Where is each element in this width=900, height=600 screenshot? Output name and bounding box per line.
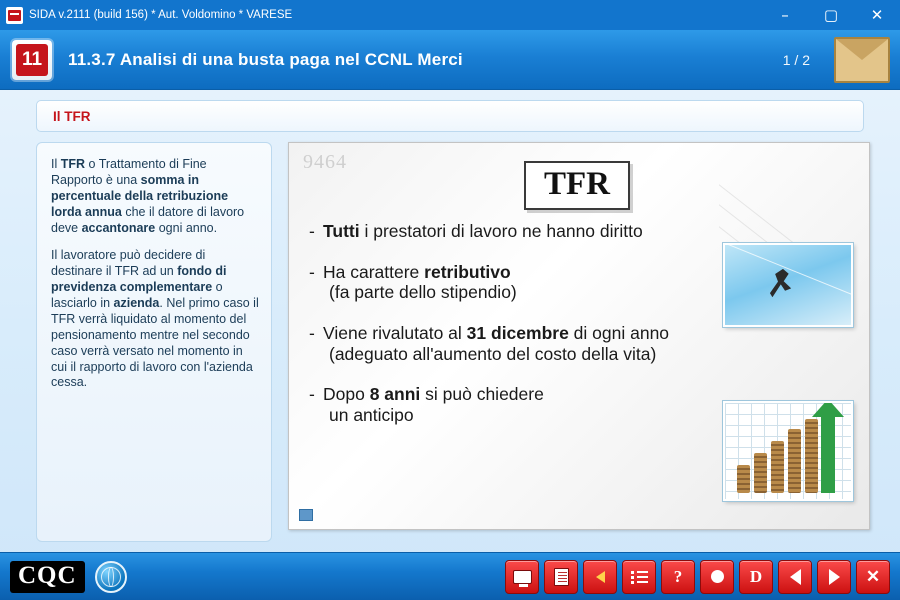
bullet-text xyxy=(323,221,839,242)
bottom-toolbar xyxy=(0,552,900,600)
envelope-icon[interactable] xyxy=(834,37,890,83)
paragraph-1-seg-5: accantonare xyxy=(81,220,156,235)
coins-growth-chart-photo xyxy=(723,401,853,501)
document-icon xyxy=(554,568,569,586)
page-title: 11.3.7 Analisi di una busta paga nel CCNL Merci xyxy=(68,49,463,69)
chapter-number: 11 xyxy=(16,44,48,76)
skier-photo xyxy=(723,243,853,327)
lesson-header xyxy=(0,30,900,90)
window-title: SIDA v.2111 (build 156) * Aut. Voldomino * VARESE xyxy=(29,9,293,21)
title-bar xyxy=(0,0,900,30)
paragraph-1-seg-3: somma in percentuale della retribuzione lorda annua xyxy=(51,172,229,219)
bullet-text xyxy=(323,323,839,364)
paragraph-2-seg-2: o lasciarlo in xyxy=(51,280,223,310)
cqc-brand-logo: CQC xyxy=(10,561,85,593)
bullet-2-seg-0: Viene rivalutato al xyxy=(323,322,467,343)
index-button[interactable] xyxy=(622,560,656,594)
panes xyxy=(22,142,878,542)
previous-button[interactable] xyxy=(778,560,812,594)
content-area xyxy=(0,90,900,552)
toolbar-buttons xyxy=(505,560,890,594)
bullet-dash: - xyxy=(309,261,315,282)
page-indicator: 1 / 2 xyxy=(782,51,810,68)
next-button[interactable] xyxy=(817,560,851,594)
paragraph-2-seg-3: azienda xyxy=(113,296,160,310)
globe-icon[interactable] xyxy=(95,561,127,593)
bullet-2-seg-2: di ogni anno xyxy=(568,322,670,343)
slide-title-box: TFR xyxy=(524,161,630,210)
bullet-subtext: (fa parte dello stipendio) xyxy=(329,282,517,303)
triangle-right-icon xyxy=(829,569,840,585)
slide-bullet xyxy=(309,221,839,242)
chapter-number-badge xyxy=(12,40,52,80)
list-icon xyxy=(631,570,648,584)
bullet-2-seg-1: 31 dicembre xyxy=(466,322,569,343)
bullet-dash: - xyxy=(309,221,315,241)
bullet-subtext: (adeguato all'aumento del costo della vita) xyxy=(329,343,657,364)
paragraph-1-seg-6: ogni anno. xyxy=(155,220,218,235)
slide-image[interactable] xyxy=(288,142,870,530)
dictionary-button[interactable] xyxy=(739,560,773,594)
sida-logo-icon xyxy=(6,7,23,24)
letter-d-icon: D xyxy=(749,566,763,586)
minimize-button[interactable]: – xyxy=(781,6,789,24)
bullet-dash: - xyxy=(309,384,315,405)
bullet-1-seg-0: Ha carattere xyxy=(323,261,425,282)
bullet-3-seg-1: 8 anni xyxy=(369,384,421,405)
close-x-icon: ✕ xyxy=(865,566,881,586)
slide-bullet xyxy=(309,323,839,364)
paragraph-1-seg-2: o Trattamento di Fine Rapporto è una xyxy=(51,157,207,187)
bullet-dash: - xyxy=(309,322,315,343)
bullet-subtext: un anticipo xyxy=(329,404,414,425)
paragraph-1-seg-1: TFR xyxy=(60,157,86,171)
question-mark-icon: ? xyxy=(673,566,683,586)
slide-watermark: 9464 xyxy=(303,151,347,173)
paragraph-1-seg-0: Il xyxy=(51,157,61,171)
triangle-left-icon xyxy=(790,569,801,585)
section-title-bar xyxy=(36,100,864,132)
record-dot-icon xyxy=(711,570,724,583)
help-button[interactable] xyxy=(661,560,695,594)
audio-button[interactable] xyxy=(583,560,617,594)
close-button[interactable] xyxy=(856,560,890,594)
document-button[interactable] xyxy=(544,560,578,594)
record-button[interactable] xyxy=(700,560,734,594)
explanation-panel xyxy=(36,142,272,542)
bullet-3-seg-0: Dopo xyxy=(323,384,370,405)
close-window-button[interactable]: ✕ xyxy=(870,6,884,24)
paragraph-2-seg-4: . Nel primo caso il TFR verrà liquidato al momento del pensionamento mentre nel secondo caso verrà versato nel momento in cui il rapporto di lavoro con l'azienda cessa. xyxy=(51,296,259,390)
explanation-paragraph-2 xyxy=(51,248,259,391)
explanation-paragraph-1 xyxy=(51,157,259,236)
bullet-0-seg-0: Tutti xyxy=(323,221,360,241)
presentation-button[interactable] xyxy=(505,560,539,594)
window-controls xyxy=(762,0,900,30)
monitor-icon xyxy=(513,570,532,584)
maximize-button[interactable]: ▢ xyxy=(823,6,839,24)
small-media-icon xyxy=(299,509,313,521)
paragraph-1-seg-4: che il datore di lavoro deve xyxy=(51,204,245,235)
paragraph-2-seg-1: fondo di previdenza complementare xyxy=(51,264,227,295)
speaker-icon xyxy=(596,571,605,583)
section-title: Il TFR xyxy=(53,108,91,124)
bullet-0-seg-1: i prestatori di lavoro ne hanno diritto xyxy=(359,221,643,241)
paragraph-2-seg-0: Il lavoratore può decidere di destinare il TFR ad un xyxy=(51,248,206,279)
bullet-3-seg-2: si può chiedere xyxy=(420,384,544,405)
bullet-1-seg-1: retributivo xyxy=(424,261,511,282)
